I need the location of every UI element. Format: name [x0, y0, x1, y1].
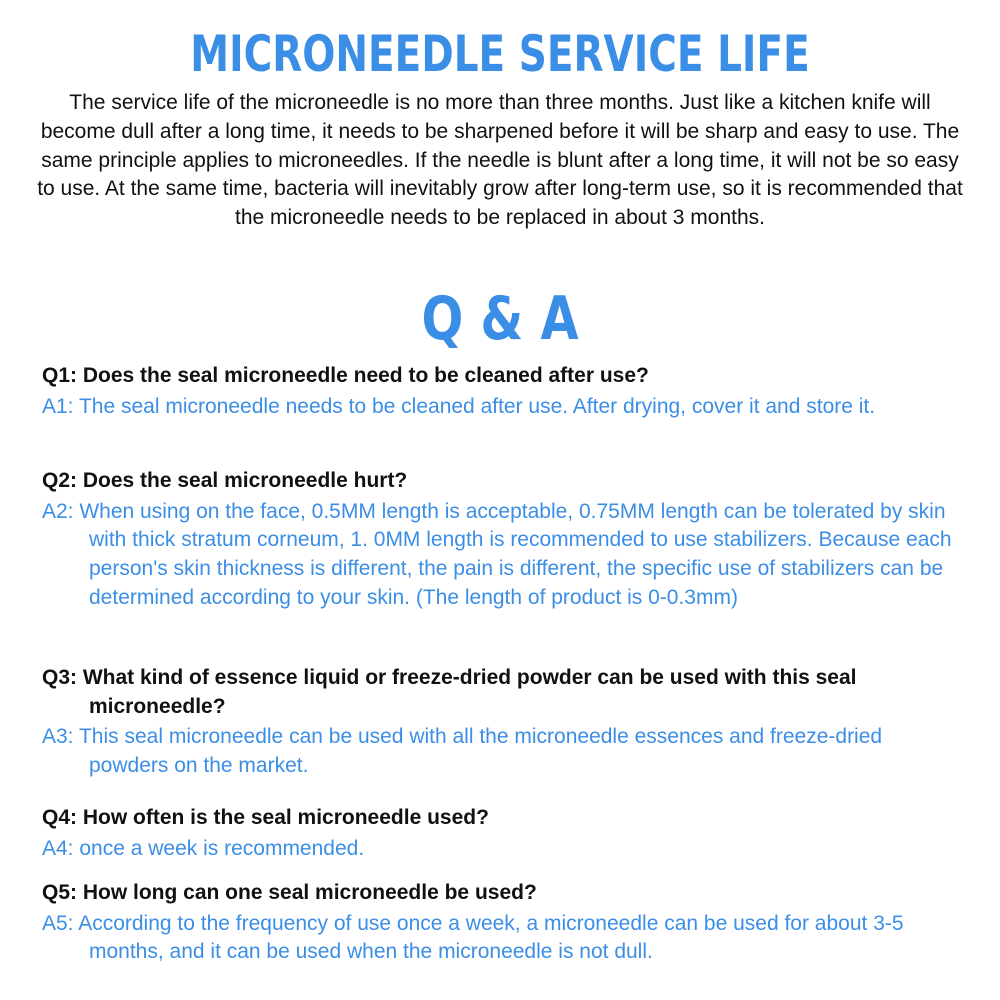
answer-1: A1: The seal microneedle needs to be cleaned after use. After drying, cover it and store it. [42, 394, 876, 418]
answer-2: A2: When using on the face, 0.5MM length is acceptable, 0.75MM length can be tolerated by skin with thick stratum corneum, 1. 0MM length is recommended to use stabilizers. Because each person's skin thickness is different, the pain is different, the specific use of stabilizers can be determined according to your skin. (The length of product is 0-0.3mm) [42, 499, 952, 609]
question-4: Q4: How often is the seal microneedle used? [42, 806, 489, 829]
question-1: Q1: Does the seal microneedle need to be cleaned after use? [42, 364, 649, 387]
qa-item-3 [42, 664, 962, 781]
answer-4: A4: once a week is recommended. [42, 836, 365, 860]
question-3: Q3: What kind of essence liquid or freeze-dried powder can be used with this seal microneedle? [42, 666, 857, 718]
answer-5: A5: According to the frequency of use once a week, a microneedle can be used for about 3-5 months, and it can be used when the microneedle is not dull. [42, 911, 904, 964]
qa-item-2 [42, 467, 962, 613]
page-title: MICRONEEDLE SERVICE LIFE [190, 25, 810, 83]
qa-item-1 [42, 362, 962, 421]
answer-3: A3: This seal microneedle can be used with all the microneedle essences and freeze-dried powders on the market. [42, 725, 883, 777]
qa-heading: Q & A [421, 284, 579, 354]
intro-paragraph: The service life of the microneedle is no more than three months. Just like a kitchen knife will become dull after a long time, it needs to be sharpened before it will be sharp and easy to use. The same principle applies to microneedles. If the needle is blunt after a long time, it will not be so easy to use. At the same time, bacteria will inevitably grow after long-term use, so it is recommended that the microneedle needs to be replaced in about 3 months. [37, 91, 963, 230]
qa-item-4 [42, 804, 962, 863]
question-5: Q5: How long can one seal microneedle be used? [42, 881, 537, 904]
question-2: Q2: Does the seal microneedle hurt? [42, 469, 408, 492]
qa-item-5 [42, 879, 962, 967]
